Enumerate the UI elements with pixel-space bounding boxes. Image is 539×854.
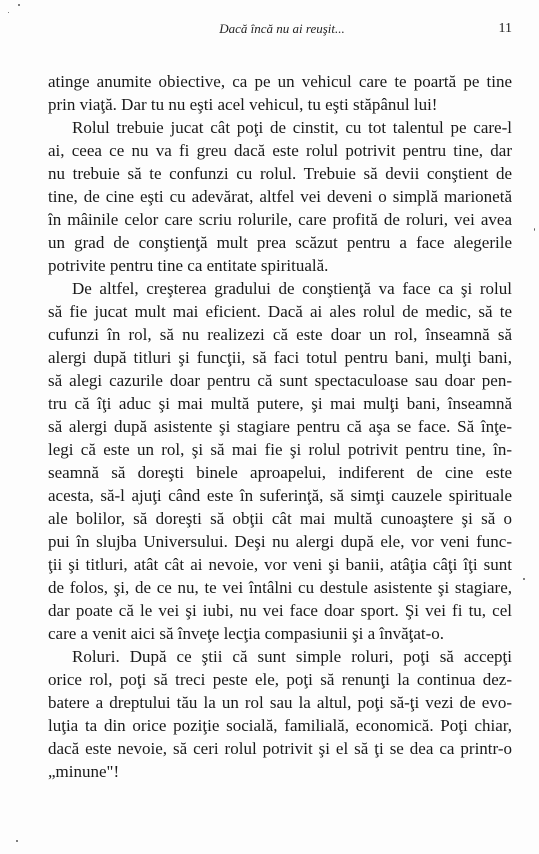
text-line: dar poate că le vei şi iubi, nu vei face doar sport. Şi vei fi tu, cel	[48, 601, 512, 620]
paragraph	[48, 277, 512, 645]
text-line: de folos, şi, de ce nu, te vei întâlni cu destule asistente şi stagiare,	[48, 578, 512, 597]
scan-speck	[18, 4, 20, 6]
text-line: alergi după titluri şi funcţii, să faci totul pentru bani, mulţi bani,	[48, 348, 512, 367]
running-title: Dacă încă nu ai reuşit...	[219, 21, 345, 36]
text-line: „minune"!	[48, 762, 120, 781]
text-line: ai, ceea ce nu va fi greu dacă este rolul potrivit pentru tine, dar	[48, 141, 512, 160]
paragraph	[48, 645, 512, 783]
text-line: potrivite pentru tine ca entitate spirituală.	[48, 256, 329, 275]
scan-speck	[8, 12, 9, 13]
running-header	[48, 21, 516, 41]
scan-speck	[16, 840, 18, 842]
text-line: batere a dreptului tău la un rol sau la altul, poţi să-ţi vezi de evo-	[48, 693, 512, 712]
text-line: să alergi după asistente şi stagiare pentru că aşa se face. Să înţe-	[48, 417, 512, 436]
text-line: tine, de cine eşti cu adevărat, altfel vei deveni o simplă marionetă	[48, 187, 512, 206]
text-line: acesta, să-l ajuţi când este în suferinţă, să simţi cauzele spirituale	[48, 486, 512, 505]
text-line: orice rol, poţi să treci peste ele, poţi să renunţi la continua dez-	[48, 670, 512, 689]
text-line: ţii şi titluri, atât cât ai nevoie, vor veni şi banii, atâţia câţi îţi sunt	[48, 555, 512, 574]
paragraph	[48, 70, 512, 116]
body-text	[48, 70, 512, 783]
text-line: luţia ta din orice poziţie socială, familială, economică. Poţi chiar,	[48, 716, 512, 735]
scan-speck	[534, 228, 535, 231]
text-line: tru că îţi aduc şi mai multă putere, şi mai mulţi bani, înseamnă	[48, 394, 512, 413]
text-line: De altfel, creşterea gradului de conştienţă va face ca şi rolul	[72, 279, 512, 298]
text-line: ale bolilor, să doreşti să obţii cât mai multă cunoaştere şi să o	[48, 509, 512, 528]
text-line: care a venit aici să înveţe lecţia compasiunii şi a învăţat-o.	[48, 624, 445, 643]
text-line: legi că este un rol, şi să mai fie şi rolul potrivit pentru tine, în-	[48, 440, 512, 459]
text-line: să alegi cazurile doar pentru că sunt spectaculoase sau doar pen-	[48, 371, 512, 390]
text-line: cufunzi în rol, să nu realizezi că este doar un rol, înseamnă să	[48, 325, 512, 344]
page-number: 11	[498, 21, 512, 36]
text-line: Roluri. După ce ştii că sunt simple roluri, poţi să accepţi	[72, 647, 512, 666]
text-line: dacă este nevoie, să ceri rolul potrivit şi el să ţi se dea ca printr-o	[48, 739, 512, 758]
text-line: un grad de conştienţă mult prea scăzut pentru a face alegerile	[48, 233, 512, 252]
text-line: în mâinile celor care scriu rolurile, care profită de roluri, vei avea	[48, 210, 512, 229]
text-line: să fie jucat mult mai eficient. Dacă ai ales rolul de medic, să te	[48, 302, 512, 321]
text-line: atinge anumite obiective, ca pe un vehicul care te poartă pe tine	[48, 72, 512, 91]
text-line: nu trebuie să te confunzi cu rolul. Trebuie să devii conştient de	[48, 164, 512, 183]
text-line: Rolul trebuie jucat cât poţi de cinstit, cu tot talentul pe care-l	[72, 118, 512, 137]
text-line: seamnă să doreşti binele aproapelui, indiferent de cine este	[48, 463, 512, 482]
text-line: prin viaţă. Dar tu nu eşti acel vehicul, tu eşti stăpânul lui!	[48, 95, 438, 114]
scan-speck	[523, 578, 525, 580]
text-line: pui în slujba Universului. Deşi nu alergi după ele, vor veni func-	[48, 532, 512, 551]
paragraph	[48, 116, 512, 277]
